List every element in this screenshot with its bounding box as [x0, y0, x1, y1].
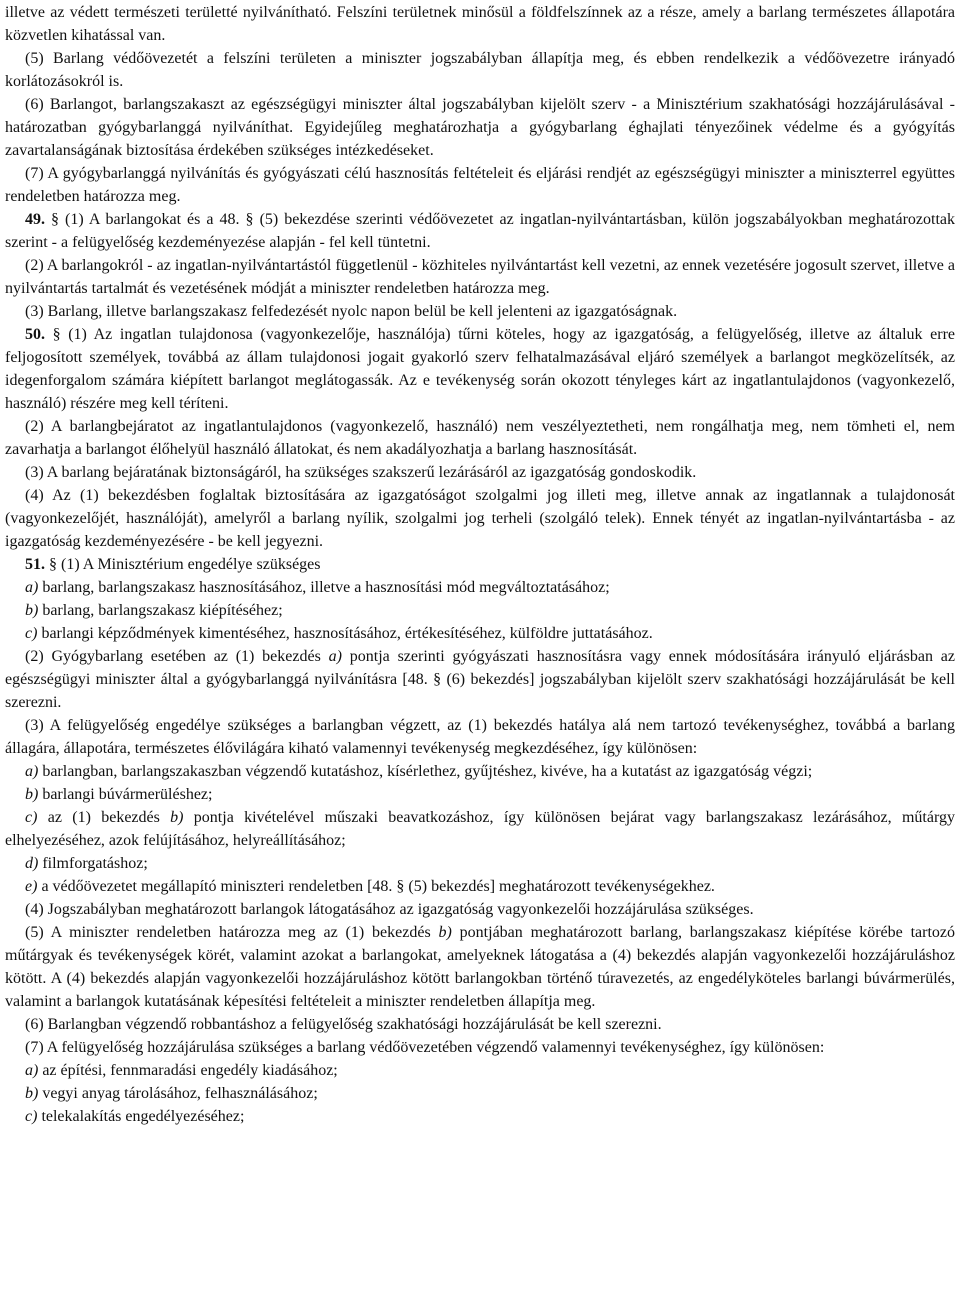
list-marker: e) [25, 878, 38, 895]
section-number: 49. [25, 211, 45, 228]
list-marker: c) [25, 809, 38, 826]
paragraph-text: (4) Az (1) bekezdésben foglaltak biztosítására az igazgatóságot szolgalmi jog illeti meg, illetve annak az ingatlannak a tulajdonosát (vagyonkezelőjét, használóját), amelyről a barlang nyílik, szolgalmi jog terheli (szolgáló telek). Ennek tényét az ingatlan-nyilvántartásba - az igazgatóság kezdeményezésére - be kell jegyezni. [5, 487, 955, 550]
paragraph-text: telekalakítás engedélyezéséhez; [37, 1108, 245, 1125]
paragraph [5, 1059, 955, 1082]
paragraph-text: (2) A barlangokról - az ingatlan-nyilvántartástól függetlenül - közhiteles nyilvántartást kell vezetni, az ennek vezetésére jogosult szervet, illetve a nyilvántartás tartalmát és vezetésének módját a miniszter rendeletben határozza meg. [5, 257, 955, 297]
paragraph-text: (2) A barlangbejáratot az ingatlantulajdonos (vagyonkezelő, használó) nem veszélyeztetheti, nem rongálhatja meg, nem tömheti el, nem zavarhatja a barlangot élőhelyül használó állatokat, és nem akadályozhatja a barlang hasznosítását. [5, 418, 955, 458]
paragraph [5, 323, 955, 415]
paragraph-text: pontja kivételével műszaki beavatkozáshoz, így különösen bejárat vagy barlangszakasz lezárásához, műtárgy elhelyezéséhez, azok felújításához, helyreállításához; [5, 809, 955, 849]
paragraph [5, 254, 955, 300]
paragraph [5, 461, 955, 484]
list-marker: b) [25, 1085, 39, 1102]
paragraph-text: (3) A barlang bejáratának biztonságáról, ha szükséges szakszerű lezárásáról az igazgatóság gondoskodik. [25, 464, 697, 481]
paragraph-text: (6) Barlangban végzendő robbantáshoz a felügyelőség szakhatósági hozzájárulását be kell szerezni. [25, 1016, 662, 1033]
paragraph-text: barlang, barlangszakasz kiépítéséhez; [38, 602, 283, 619]
paragraph-text: § (1) A Minisztérium engedélye szükséges [45, 556, 321, 573]
paragraph [5, 760, 955, 783]
paragraph-text: (7) A felügyelőség hozzájárulása szükséges a barlang védőövezetében végzendő valamennyi tevékenységhez, így különösen: [25, 1039, 825, 1056]
paragraph [5, 553, 955, 576]
paragraph [5, 783, 955, 806]
list-marker: b) [170, 809, 184, 826]
list-marker: a) [25, 1062, 39, 1079]
paragraph [5, 1082, 955, 1105]
paragraph-text: barlangi búvármerüléshez; [38, 786, 213, 803]
paragraph-text: barlangban, barlangszakaszban végzendő kutatáshoz, kísérlethez, gyűjtéshez, kivéve, ha a kutatást az igazgatóság végzi; [38, 763, 813, 780]
paragraph [5, 576, 955, 599]
paragraph [5, 1, 955, 47]
paragraph-text: filmforgatáshoz; [38, 855, 148, 872]
paragraph [5, 875, 955, 898]
paragraph [5, 300, 955, 323]
list-marker: a) [25, 763, 39, 780]
paragraph-text: § (1) A barlangokat és a 48. § (5) bekezdése szerinti védőövezetet az ingatlan-nyilvántartásban, külön jogszabályokban meghatározottak szerint - a felügyelőség kezdeményezése alapján - fel kell tüntetni. [5, 211, 955, 251]
paragraph-text: vegyi anyag tárolásához, felhasználásához; [38, 1085, 318, 1102]
paragraph [5, 921, 955, 1013]
list-marker: a) [25, 579, 39, 596]
paragraph-text: illetve az védett természeti területté nyilvánítható. Felszíni területnek minősül a földfelszínnek az a része, amely a barlang természetes állapotára közvetlen kihatással van. [5, 4, 955, 44]
paragraph [5, 806, 955, 852]
paragraph-text: (5) A miniszter rendeletben határozza meg az (1) bekezdés [25, 924, 439, 941]
paragraph-text: az (1) bekezdés [37, 809, 171, 826]
paragraph [5, 484, 955, 553]
paragraph [5, 93, 955, 162]
list-marker: b) [25, 602, 39, 619]
paragraph-text: (2) Gyógybarlang esetében az (1) bekezdés [25, 648, 329, 665]
paragraph [5, 208, 955, 254]
list-marker: b) [438, 924, 452, 941]
paragraph-text: pontja szerinti gyógyászati hasznosításra vagy ennek módosítására irányuló eljárásban az egészségügyi miniszter által a gyógybarlanggá nyilvánításra [48. § (6) bekezdés] jogszabályban kijelölt szerv szakhatósági hozzájárulását be kell szerezni. [5, 648, 955, 711]
paragraph [5, 415, 955, 461]
list-marker: b) [25, 786, 39, 803]
paragraph-text: § (1) Az ingatlan tulajdonosa (vagyonkezelője, használója) tűrni köteles, hogy az igazgatóság, a felügyelőség, illetve az általuk erre feljogosított személyek, továbbá az állam tulajdonosi jogait gyakorló szerv felhatalmazásával eljáró személyek a barlangot megközelítsék, az idegenforgalom számára kiépített barlangot meglátogassák. Az e tevékenység során okozott tényleges kárt az ingatlantulajdonos (vagyonkezelő, használó) részére meg kell téríteni. [5, 326, 955, 412]
paragraph-text: (4) Jogszabályban meghatározott barlangok látogatásához az igazgatóság vagyonkezelői hozzájárulása szükséges. [25, 901, 754, 918]
paragraph-text: (3) A felügyelőség engedélye szükséges a barlangban végzett, az (1) bekezdés hatálya alá nem tartozó tevékenységhez, továbbá a barlang állagára, állapotára, természetes élővilágára kiható valamennyi tevékenység megkezdéséhez, így különösen: [5, 717, 955, 757]
paragraph [5, 645, 955, 714]
paragraph-text: (6) Barlangot, barlangszakaszt az egészségügyi miniszter által jogszabályban kijelölt szerv - a Minisztérium szakhatósági hozzájárulásával - határozatban gyógybarlanggá nyilváníthat. Egyidejűleg meghatározhatja a gyógybarlang éghajlati tényezőinek védelme és a gyógyítás zavartalanságának biztosítása érdekében szükséges intézkedéseket. [5, 96, 955, 159]
paragraph [5, 898, 955, 921]
paragraph [5, 622, 955, 645]
paragraph-text: a védőövezetet megállapító miniszteri rendeletben [48. § (5) bekezdés] meghatározott tevékenységekhez. [37, 878, 715, 895]
list-marker: d) [25, 855, 39, 872]
list-marker: a) [328, 648, 342, 665]
paragraph [5, 714, 955, 760]
paragraph [5, 1036, 955, 1059]
paragraph-text: (7) A gyógybarlanggá nyilvánítás és gyógyászati célú hasznosítás feltételeit és eljárási rendjét az egészségügyi miniszter a miniszterrel együttes rendeletben határozza meg. [5, 165, 955, 205]
paragraph [5, 1013, 955, 1036]
paragraph-text: pontjában meghatározott barlang, barlangszakasz kiépítése körébe tartozó műtárgyak és tevékenységek körét, valamint azokat a barlangokat, amelyeknek látogatása a (4) bekezdés alapján vagyonkezelői hozzájáruláshoz kötött. A (4) bekezdés alapján vagyonkezelői hozzájáruláshoz kötött barlangokban történő túravezetés, az engedélyköteles barlangi búvármerülés, valamint a barlangok kutatásának képesítési feltételeit a miniszter rendeletben állapítja meg. [5, 924, 955, 1010]
section-number: 50. [25, 326, 45, 343]
list-marker: c) [25, 1108, 38, 1125]
paragraph [5, 1105, 955, 1128]
paragraph [5, 852, 955, 875]
paragraph [5, 162, 955, 208]
paragraph-text: barlang, barlangszakasz hasznosításához, illetve a hasznosítási mód megváltoztatásához; [38, 579, 610, 596]
paragraph-text: (3) Barlang, illetve barlangszakasz felfedezését nyolc napon belül be kell jelenteni az igazgatóságnak. [25, 303, 678, 320]
paragraph-text: az építési, fennmaradási engedély kiadásához; [38, 1062, 338, 1079]
list-marker: c) [25, 625, 38, 642]
paragraph-text: barlangi képződmények kimentéséhez, hasznosításához, értékesítéséhez, külföldre juttatásához. [37, 625, 653, 642]
paragraph [5, 599, 955, 622]
section-number: 51. [25, 556, 45, 573]
paragraph [5, 47, 955, 93]
paragraph-text: (5) Barlang védőövezetét a felszíni területen a miniszter jogszabályban állapítja meg, és ebben rendelkezik a védőövezetre irányadó korlátozásokról is. [5, 50, 955, 90]
